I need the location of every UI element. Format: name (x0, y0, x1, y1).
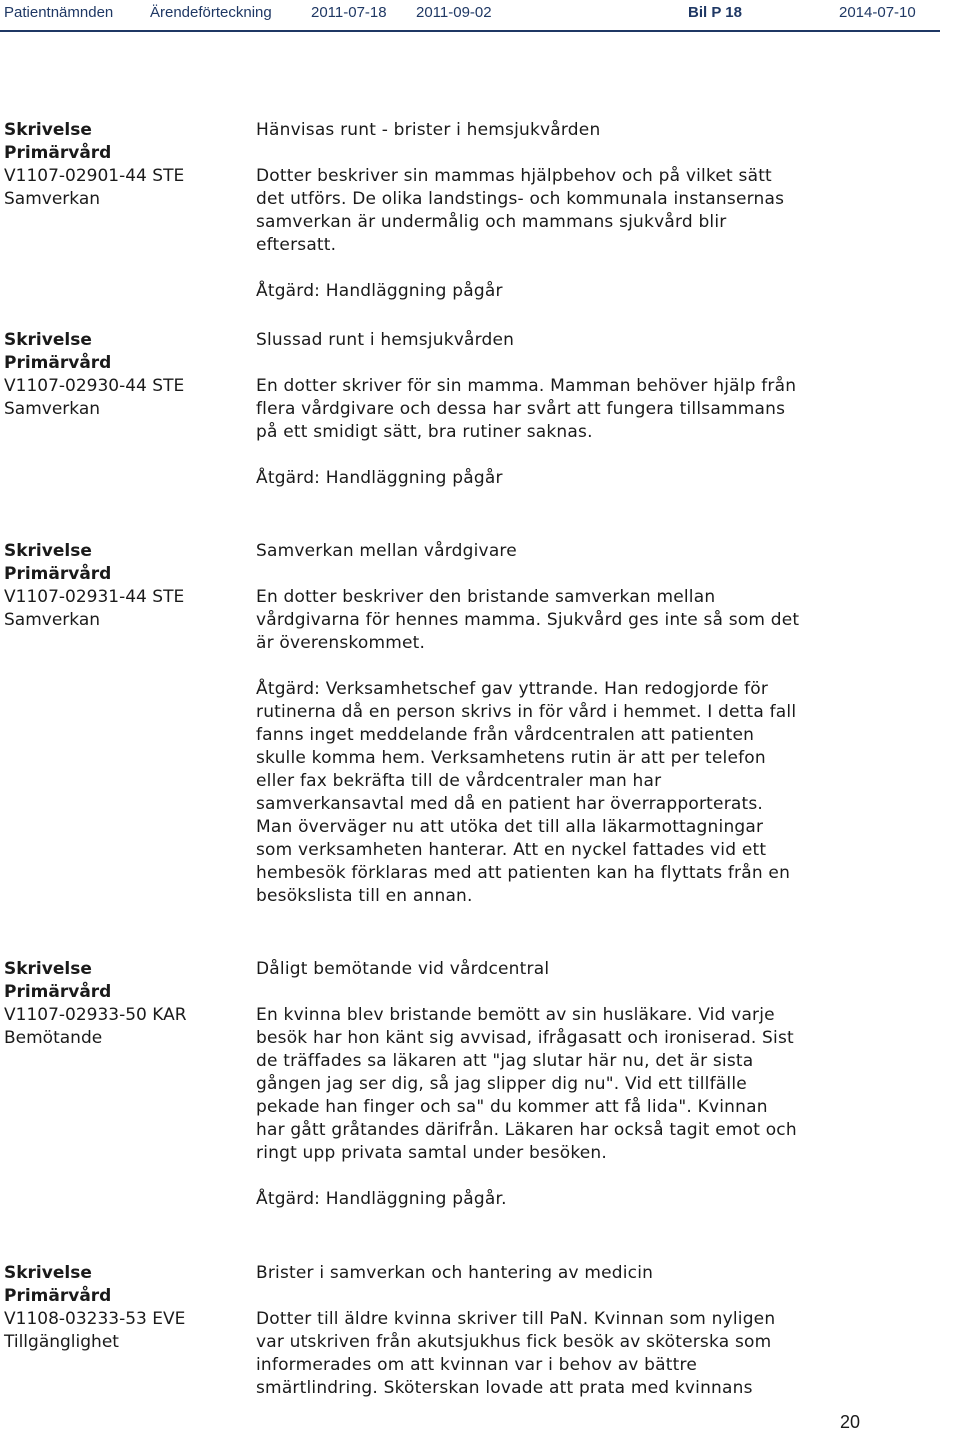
case-action-line: fanns inget meddelande från vårdcentralen att patienten (256, 725, 755, 745)
case-action-line: Åtgärd: Handläggning pågår. (256, 1189, 507, 1209)
case-content (256, 1262, 846, 1400)
header-appendix: Bil P 18 (688, 4, 742, 21)
case-content (256, 329, 846, 490)
case-title: Brister i samverkan och hantering av medicin (256, 1263, 654, 1283)
case-title: Samverkan mellan vårdgivare (256, 541, 517, 561)
case-id: V1107-02930-44 STE (4, 376, 185, 396)
header-organization: Patientnämnden (4, 4, 114, 21)
case-category: Samverkan (4, 399, 101, 419)
case-area: Primärvård (4, 564, 112, 584)
case-content (256, 119, 846, 303)
case-body-line: på ett smidigt sätt, bra rutiner saknas. (256, 422, 593, 442)
case-body-line: har gått gråtandes därifrån. Läkaren har också tagit emot och (256, 1120, 797, 1140)
case-meta (4, 540, 244, 632)
case-action-line: eller fax bekräfta till de vårdcentraler man har (256, 771, 662, 791)
case-body-line: En dotter beskriver den bristande samverkan mellan (256, 587, 716, 607)
case-body-line: det utförs. De olika landstings- och kommunala instansernas (256, 189, 785, 209)
case-title: Dåligt bemötande vid vårdcentral (256, 959, 550, 979)
case-type: Skrivelse (4, 541, 92, 561)
case-body-line: vårdgivarna för hennes mamma. Sjukvård ges inte så som det (256, 610, 800, 630)
page-header (0, 0, 960, 32)
case-body-line: besök har hon känt sig avvisad, ifrågasatt och ironiserad. Sist (256, 1028, 794, 1048)
case-body-line: Dotter till äldre kvinna skriver till PaN. Kvinnan som nyligen (256, 1309, 776, 1329)
case-body-line: gången jag ser dig, så jag slipper dig nu". Vid ett tillfälle (256, 1074, 747, 1094)
case-area: Primärvård (4, 143, 112, 163)
case-body-line: de träffades sa läkaren att "jag slutar här nu, det är sista (256, 1051, 754, 1071)
case-type: Skrivelse (4, 330, 92, 350)
case-content (256, 540, 846, 908)
case-type: Skrivelse (4, 1263, 92, 1283)
case-action-line: besökslista till en annan. (256, 886, 473, 906)
case-action-line: rutinerna då en person skrivs in för vård i hemmet. I detta fall (256, 702, 797, 722)
case-meta (4, 329, 244, 421)
case-type: Skrivelse (4, 959, 92, 979)
case-meta (4, 119, 244, 211)
case-action-line: Åtgärd: Verksamhetschef gav yttrande. Han redogjorde för (256, 679, 769, 699)
case-id: V1107-02931-44 STE (4, 587, 185, 607)
case-meta (4, 1262, 244, 1354)
case-body-line: eftersatt. (256, 235, 337, 255)
case-body-line: är överenskommet. (256, 633, 426, 653)
case-category: Tillgänglighet (4, 1332, 119, 1352)
case-action-line: hembesök förklaras med att patienten kan ha flyttats från en (256, 863, 791, 883)
page-number: 20 (840, 1412, 861, 1432)
case-id: V1107-02901-44 STE (4, 166, 185, 186)
case-body-line: var utskriven från akutsjukhus fick besök av sköterska som (256, 1332, 772, 1352)
case-area: Primärvård (4, 982, 112, 1002)
case-body-line: flera vårdgivare och dessa har svårt att fungera tillsammans (256, 399, 786, 419)
header-divider (0, 30, 940, 32)
header-date-from: 2011-07-18 (311, 4, 387, 21)
case-id: V1108-03233-53 EVE (4, 1309, 186, 1329)
case-id: V1107-02933-50 KAR (4, 1005, 187, 1025)
case-meta (4, 958, 244, 1050)
case-action-line: skulle komma hem. Verksamhetens rutin är att per telefon (256, 748, 766, 768)
case-title: Slussad runt i hemsjukvården (256, 330, 515, 350)
header-title: Ärendeförteckning (150, 4, 272, 21)
case-body-line: En dotter skriver för sin mamma. Mamman behöver hjälp från (256, 376, 797, 396)
case-type: Skrivelse (4, 120, 92, 140)
case-category: Samverkan (4, 189, 101, 209)
case-body-line: samverkan är undermålig och mammans sjukvård blir (256, 212, 727, 232)
case-area: Primärvård (4, 353, 112, 373)
case-body-line: smärtlindring. Sköterskan lovade att prata med kvinnans (256, 1378, 753, 1398)
case-action-line: Åtgärd: Handläggning pågår (256, 281, 503, 301)
case-action-line: samverkansavtal med då en patient har överrapporterats. (256, 794, 764, 814)
case-body-line: pekade han finger och sa" du kommer att få lida". Kvinnan (256, 1097, 768, 1117)
case-category: Bemötande (4, 1028, 103, 1048)
header-date-to: 2011-09-02 (416, 4, 492, 21)
case-area: Primärvård (4, 1286, 112, 1306)
case-title: Hänvisas runt - brister i hemsjukvården (256, 120, 601, 140)
case-category: Samverkan (4, 610, 101, 630)
case-body-line: Dotter beskriver sin mammas hjälpbehov och på vilket sätt (256, 166, 772, 186)
case-action-line: som verksamheten hanterar. Att en nyckel fattades vid ett (256, 840, 767, 860)
case-action-line: Man överväger nu att utöka det till alla läkarmottagningar (256, 817, 764, 837)
case-action-line: Åtgärd: Handläggning pågår (256, 468, 503, 488)
case-body-line: informerades om att kvinnan var i behov av bättre (256, 1355, 697, 1375)
case-body-line: En kvinna blev bristande bemött av sin husläkare. Vid varje (256, 1005, 775, 1025)
case-content (256, 958, 846, 1211)
case-body-line: ringt upp privata samtal under besöken. (256, 1143, 607, 1163)
header-date: 2014-07-10 (839, 4, 916, 21)
